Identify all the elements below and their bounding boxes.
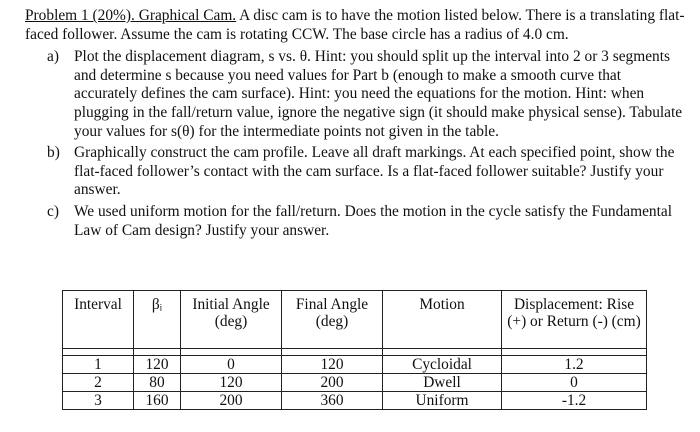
header-beta: βᵢ [134, 291, 181, 349]
cell-interval: 2 [63, 374, 134, 392]
cell-displacement: 1.2 [502, 356, 647, 374]
part-c-marker: c) [47, 202, 59, 220]
cell-initial-angle: 0 [181, 356, 282, 374]
problem-parts-list [25, 48, 686, 240]
header-motion: Motion [383, 291, 502, 349]
table-header-row [63, 291, 647, 349]
cell-interval: 1 [63, 356, 134, 374]
cell-interval: 3 [63, 392, 134, 410]
part-b-marker: b) [47, 144, 60, 162]
header-interval: Interval [63, 291, 134, 349]
problem-title: Problem 1 (20%). Graphical Cam. [25, 7, 237, 24]
cell-beta: 160 [134, 392, 181, 410]
header-displacement: Displacement: Rise (+) or Return (-) (cm) [502, 291, 647, 349]
part-c [47, 203, 686, 240]
part-b-text: Graphically construct the cam profile. Leave all draft markings. At each specified point, show the flat-faced follower’s contact with the cam surface. Is a flat-faced follower suitable? Justify your answer. [74, 144, 675, 199]
table-row [63, 374, 647, 392]
cell-final-angle: 200 [282, 374, 383, 392]
part-a-marker: a) [47, 48, 59, 66]
part-b [47, 144, 686, 200]
part-c-text: We used uniform motion for the fall/return. Does the motion in the cycle satisfy the Fundamental Law of Cam design? Justify your answer. [74, 202, 672, 239]
part-a-text: Plot the displacement diagram, s vs. θ. Hint: you should split up the interval into 2 or 3 segments and determine s because you need values for Part b (enough to make a smooth curve that accurately defines the cam surface). Hint: you need the equations for the motion. Hint: when plugging in the fall/return value, ignore the negative sign (it should make physical sense). Tabulate your values for s(θ) for the intermediate points not given in the table. [74, 48, 683, 140]
cell-beta: 80 [134, 374, 181, 392]
cell-motion: Dwell [383, 374, 502, 392]
table-row [63, 356, 647, 374]
cell-final-angle: 360 [282, 392, 383, 410]
cell-beta: 120 [134, 356, 181, 374]
header-final-angle: Final Angle (deg) [282, 291, 383, 349]
cell-final-angle: 120 [282, 356, 383, 374]
cell-initial-angle: 120 [181, 374, 282, 392]
table-gap-row [63, 349, 647, 356]
motion-table [62, 290, 647, 410]
header-initial-angle: Initial Angle (deg) [181, 291, 282, 349]
cell-displacement: 0 [502, 374, 647, 392]
cell-displacement: -1.2 [502, 392, 647, 410]
cell-motion: Uniform [383, 392, 502, 410]
cell-motion: Cycloidal [383, 356, 502, 374]
cell-initial-angle: 200 [181, 392, 282, 410]
table-row [63, 392, 647, 410]
problem-statement: A disc cam is to have the motion listed below. There is a translating flat-faced follower. Assume the cam is rotating CCW. The base circle has a radius of 4.0 cm. [25, 7, 685, 43]
problem-intro [25, 7, 686, 44]
part-a [47, 48, 686, 141]
